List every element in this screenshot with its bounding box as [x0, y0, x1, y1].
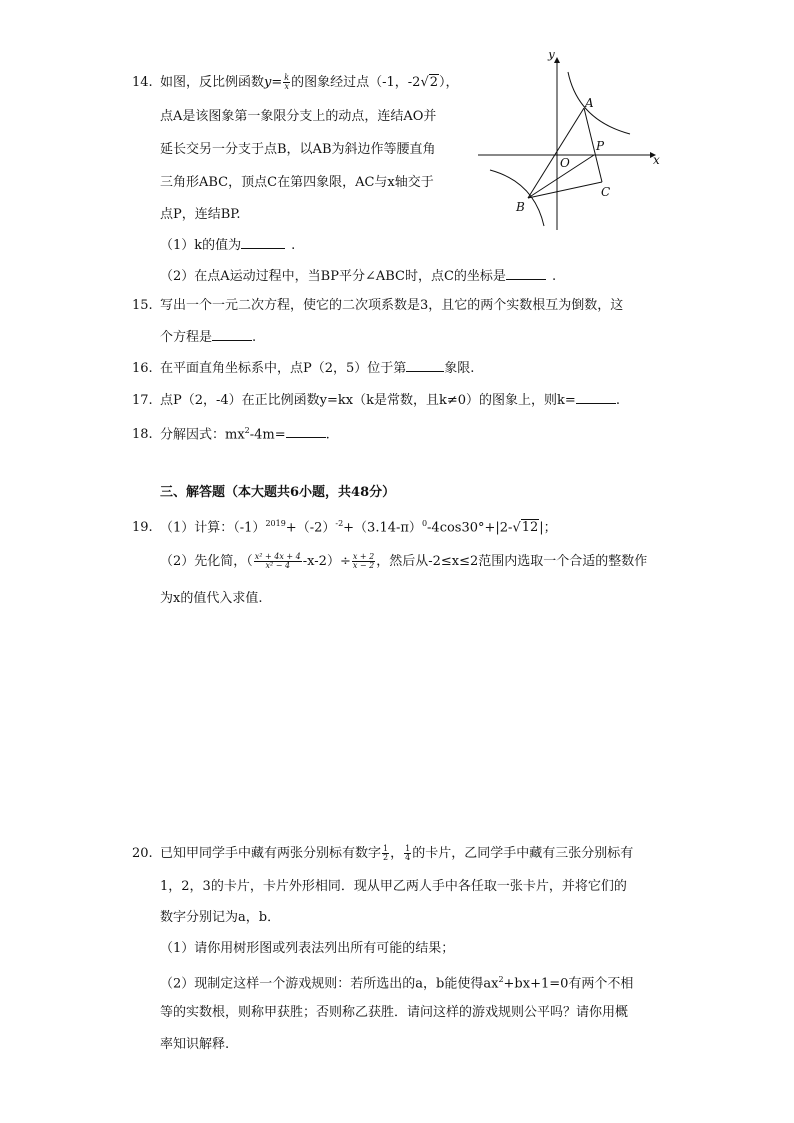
- answer-blank[interactable]: [241, 236, 285, 249]
- q19-part1: 19. （1）计算：$(-1)^{2019}+(-2)^{-2}+(3.14-\pi)^0-4\cos 30^\circ+|2-√12|$；: [132, 519, 557, 536]
- q14-line4: 三角形ABC，顶点C在第四象限，AC与x轴交于: [160, 175, 434, 190]
- q14-line1: 14. 如图，反比例函数y= $\frac{k}{x}$ 的图象经过点（-1，-2√2），: [132, 73, 459, 91]
- label-b: B: [516, 200, 525, 214]
- q14-line5: 点P，连结BP.: [160, 207, 241, 222]
- q15-line2: 个方程是 .: [160, 330, 257, 345]
- q14-line3: 延长交另一分支于点B，以AB为斜边作等腰直角: [160, 142, 436, 157]
- label-c: C: [601, 185, 611, 199]
- fraction: $\frac{x + 2}{x - 2}$: [352, 552, 375, 570]
- q17-line: 17. 点P（2，-4）在正比例函数y=kx（k是常数，且k≠0）的图象上，则k= .: [132, 393, 620, 408]
- hyperbola-branch-1: [568, 72, 630, 134]
- q19-part2-line2: 为x的值代入求值.: [160, 591, 263, 606]
- sqrt-sign: √2: [420, 75, 439, 90]
- q20-line1: 20. 已知甲同学手中藏有两张分别标有数字 $\frac{1}{2}$ ， $\frac{1}{4}$ 的卡片，乙同学手中藏有三张分别标有: [132, 844, 634, 862]
- answer-blank[interactable]: [212, 328, 252, 341]
- q20-line2: 1，2，3的卡片，卡片外形相同．现从甲乙两人手中各任取一张卡片，并将它们的: [160, 879, 627, 894]
- section-heading: 三、解答题（本大题共6小题，共48分）: [160, 485, 396, 500]
- coordinate-figure: [470, 52, 670, 232]
- label-o: O: [560, 156, 570, 170]
- q14-line2: 点A是该图象第一象限分支上的动点，连结AO并: [160, 109, 437, 124]
- q20-part2-line2: 等的实数根，则称甲获胜；否则称乙获胜．请问这样的游戏规则公平吗？请你用概: [160, 1005, 629, 1020]
- segment-ab: [528, 108, 584, 198]
- q20-part2: （2）现制定这样一个游戏规则：若所选出的a，b能使得$ax^2+bx+1=0$有两个不相: [160, 975, 634, 992]
- q14-part2: （2）在点A运动过程中，当BP平分∠ABC时，点C的坐标是 .: [160, 269, 557, 284]
- question-number: 14.: [132, 75, 153, 90]
- q14-part1: （1）k的值为 .: [160, 238, 296, 253]
- segment-bc: [528, 182, 602, 198]
- fraction: $\frac{k}{x}$: [284, 73, 290, 91]
- q20-part1: （1）请你用树形图或列表法列出所有可能的结果；: [160, 941, 455, 956]
- answer-blank[interactable]: [506, 267, 546, 280]
- label-x: x: [653, 153, 660, 167]
- q20-line3: 数字分别记为a，b．: [160, 910, 281, 925]
- q15-line1: 15. 写出一个一元二次方程，使它的二次项系数是3，且它的两个实数根互为倒数，这: [132, 298, 624, 313]
- answer-blank[interactable]: [406, 359, 444, 372]
- q19-part2: （2）先化简，（ $\frac{\text{x² + 4x + 4}}{\text{x² − 4}}$ -x-2）÷ $\frac{x + 2}{x - 2}$ ，然后从-2≤x≤2范围内选取一个合适的整数作: [160, 552, 648, 570]
- fraction: $\frac{\text{x² + 4x + 4}}{\text{x² − 4}}$: [254, 552, 301, 570]
- fraction: $\frac{1}{4}$: [405, 844, 411, 862]
- label-y: y: [548, 52, 555, 61]
- answer-blank[interactable]: [286, 425, 326, 438]
- sqrt-sign: √12: [512, 520, 539, 536]
- label-a: A: [585, 96, 594, 110]
- label-p: P: [596, 139, 605, 153]
- q20-part2-line3: 率知识解释.: [160, 1037, 230, 1052]
- answer-blank[interactable]: [576, 391, 616, 404]
- fraction: $\frac{1}{2}$: [383, 844, 389, 862]
- hyperbola-branch-2: [490, 170, 544, 226]
- q16-line: 16. 在平面直角坐标系中，点P（2，5）位于第 象限.: [132, 361, 475, 376]
- q18-line: 18. 分解因式：$mx^2-4m=$ .: [132, 426, 330, 443]
